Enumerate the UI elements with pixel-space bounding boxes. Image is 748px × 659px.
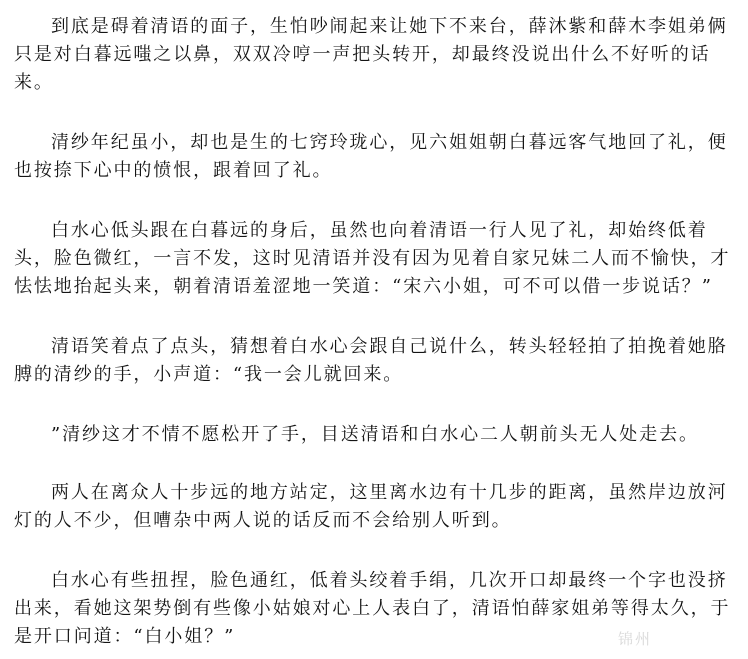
paragraph-4: 清语笑着点了点头，猜想着白水心会跟自己说什么，转头轻轻拍了拍挽着她胳膊的清纱的手，小声道：“我一会儿就回来。 [14,336,728,385]
paragraph-3: 白水心低头跟在白暮远的身后，虽然也向着清语一行人见了礼，却始终低着头，脸色微红，一言不发，这时见清语并没有因为见着自家兄妹二人而不愉快，才怯怯地抬起头来，朝着清语羞涩地一笑道：“宋六小姐，可不可以借一步说话？” [14,220,731,297]
paragraph-1: 到底是碍着清语的面子，生怕吵闹起来让她下不来台，薛沐紫和薛木李姐弟俩只是对白暮远嗤之以鼻，双双冷哼一声把头转开，却最终没说出什么不好听的话来。 [14,16,728,93]
paragraph-7: 白水心有些扭捏，脸色通红，低着头绞着手绢，几次开口却最终一个字也没挤出来，看她这架势倒有些像小姑娘对心上人表白了，清语怕薛家姐弟等得太久，于是开口问道：“白小姐？” [14,570,731,647]
paragraph-2: 清纱年纪虽小，却也是生的七窍玲珑心，见六姐姐朝白暮远客气地回了礼，便也按捺下心中的愤恨，跟着回了礼。 [14,132,728,181]
paragraph-6: 两人在离众人十步远的地方站定，这里离水边有十几步的距离，虽然岸边放河灯的人不少，但嘈杂中两人说的话反而不会给别人听到。 [14,482,728,531]
paragraph-5: ”清纱这才不情不愿松开了手，目送清语和白水心二人朝前头无人处走去。 [51,424,699,445]
watermark: 锦州 [617,630,652,648]
